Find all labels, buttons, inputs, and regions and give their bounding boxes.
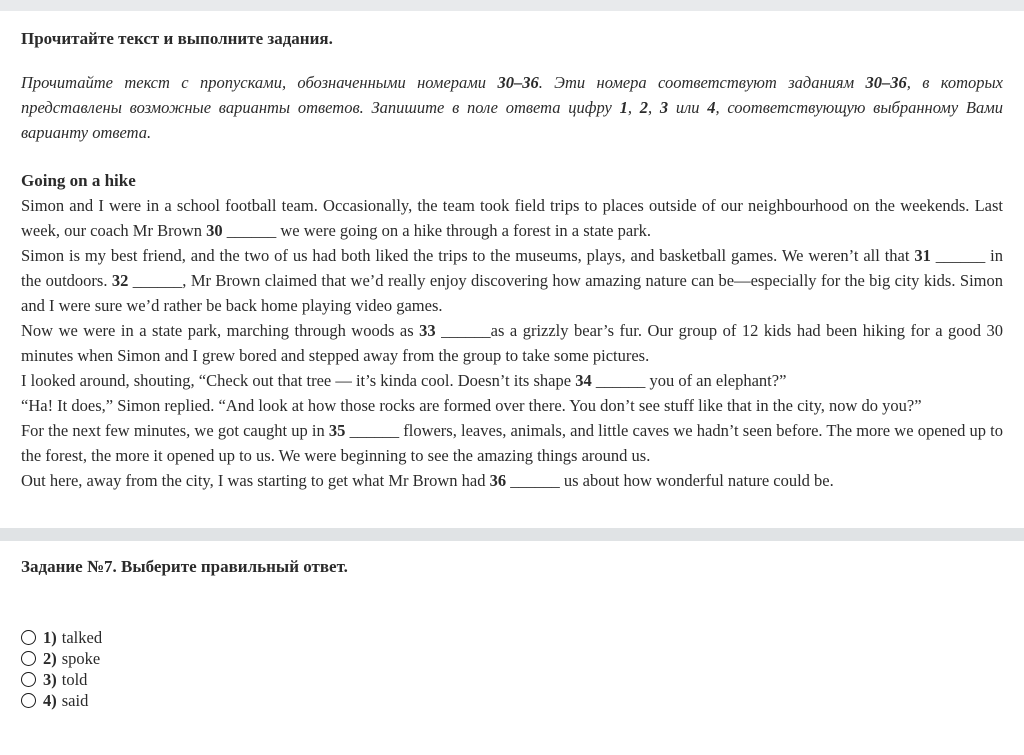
answer-option-4[interactable] — [21, 690, 1003, 711]
story-paragraph: Now we were in a state park, marching through woods as 33 ______as a grizzly bear’s fur. Our group of 12 kids had been hiking for a good 30 minutes when Simon and I grew bored and stepped away from the group to take some pictures. — [21, 321, 1004, 365]
story-text — [21, 193, 1003, 493]
option-label: talked — [61, 628, 103, 647]
option-number: 1) — [43, 628, 57, 647]
instructions-text: Прочитайте текст с пропусками, обозначенными номерами 30–36. Эти номера соответствуют заданиям 30–36, в которых представлены возможные варианты ответов. Запишите в поле ответа цифру 1, 2, 3 или 4, соответствующую выбранному Вами варианту ответа. — [21, 73, 1004, 142]
question-section — [0, 541, 1024, 755]
radio-icon[interactable] — [21, 672, 36, 687]
story-heading: Going on a hike — [21, 171, 136, 190]
story-paragraph: Simon and I were in a school football team. Occasionally, the team took field trips to places outside of our neighbourhood on the weekends. Last week, our coach Mr Brown 30 ______ we were going on a hike through a forest in a state park. — [21, 196, 1003, 240]
radio-icon[interactable] — [21, 693, 36, 708]
option-label: spoke — [61, 649, 101, 668]
story-paragraph: For the next few minutes, we got caught up in 35 ______ flowers, leaves, animals, and little caves we hadn’t seen before. The more we opened up to the forest, the more it opened up to us. We were beginning to see the amazing things around us. — [21, 421, 1004, 465]
radio-icon[interactable] — [21, 651, 36, 666]
option-label: said — [61, 691, 89, 710]
radio-icon[interactable] — [21, 630, 36, 645]
answer-option-3[interactable] — [21, 669, 1003, 690]
story-paragraph: I looked around, shouting, “Check out that tree — it’s kinda cool. Doesn’t its shape 34 ______ you of an elephant?” — [21, 371, 787, 390]
reading-section — [0, 11, 1024, 528]
answer-options — [21, 627, 1003, 711]
story-paragraph: Simon is my best friend, and the two of us had both liked the trips to the museums, plays, and basketball games. We weren’t all that 31 ______ in the outdoors. 32 ______, Mr Brown claimed that we’d really enjoy discovering how amazing nature can be—especially for the big city kids. Simon and I were sure we’d rather be back home playing video games. — [21, 246, 1004, 315]
option-number: 4) — [43, 691, 57, 710]
story-paragraph: Out here, away from the city, I was starting to get what Mr Brown had 36 ______ us about how wonderful nature could be. — [21, 471, 834, 490]
story-paragraph: “Ha! It does,” Simon replied. “And look at how those rocks are formed over there. You don’t see stuff like that in the city, now do you?” — [21, 396, 922, 415]
page-title: Прочитайте текст и выполните задания. — [21, 29, 333, 48]
option-number: 3) — [43, 670, 57, 689]
top-bar — [0, 0, 1024, 11]
task-title: Задание №7. Выберите правильный ответ. — [21, 557, 348, 576]
section-divider — [0, 528, 1024, 541]
answer-option-2[interactable] — [21, 648, 1003, 669]
option-label: told — [61, 670, 88, 689]
answer-option-1[interactable] — [21, 627, 1003, 648]
option-number: 2) — [43, 649, 57, 668]
